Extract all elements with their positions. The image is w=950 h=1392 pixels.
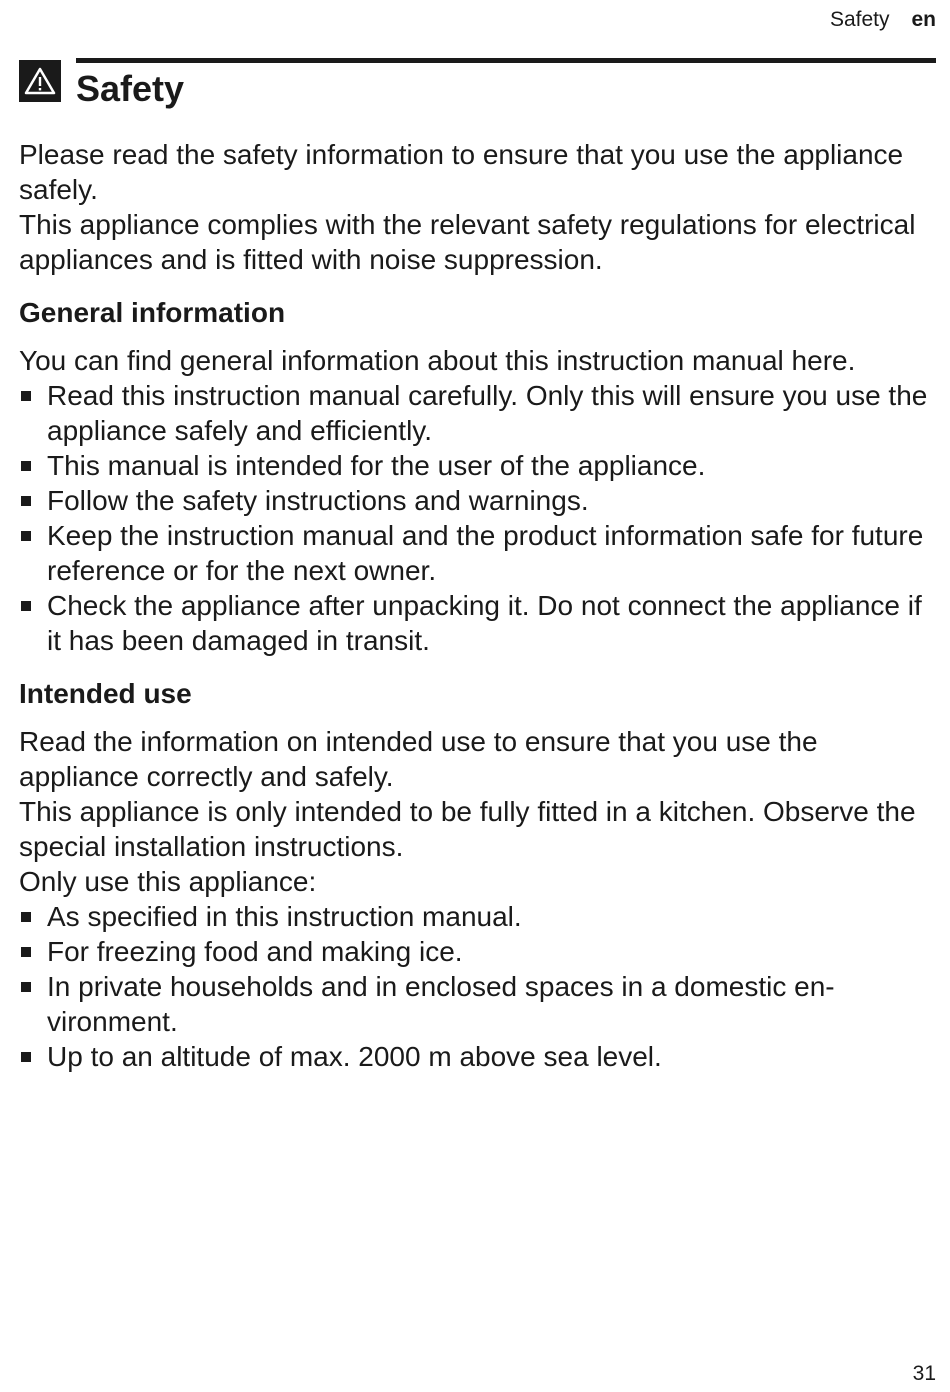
intended-list bbox=[19, 899, 935, 1074]
section-heading-intended-use: Intended use bbox=[19, 678, 192, 709]
header-language: en bbox=[911, 8, 936, 31]
page-title: Safety bbox=[76, 68, 185, 109]
list-item: Check the appliance after unpacking it. Do not connect the appliance if it has been damaged in transit. bbox=[19, 588, 935, 658]
list-item: Follow the safety instructions and warnings. bbox=[19, 483, 935, 518]
title-rule bbox=[76, 58, 936, 63]
list-item: This manual is intended for the user of the appliance. bbox=[19, 448, 935, 483]
header-section: Safety bbox=[829, 8, 890, 31]
intro-paragraph: This appliance complies with the relevant safety regulations for electrical appliances and is fitted with noise suppression. bbox=[19, 209, 916, 275]
general-list bbox=[19, 378, 935, 658]
intended-paragraph: Read the information on intended use to ensure that you use the appliance correctly and safely. bbox=[19, 726, 818, 792]
list-item: In private households and in enclosed spaces in a domestic environment. bbox=[19, 969, 935, 1039]
running-header bbox=[830, 8, 936, 32]
list-item: As specified in this instruction manual. bbox=[19, 899, 935, 934]
intro-paragraph: Please read the safety information to ensure that you use the appliance safely. bbox=[19, 139, 904, 205]
list-item: Read this instruction manual carefully. Only this will ensure you use the appliance safely and efficiently. bbox=[19, 378, 935, 448]
list-item: For freezing food and making ice. bbox=[19, 934, 935, 969]
intended-paragraph: This appliance is only intended to be fully fitted in a kitchen. Observe the special installation instructions. bbox=[19, 796, 916, 862]
page-number: 31 bbox=[912, 1362, 936, 1385]
section-heading-general: General information bbox=[19, 297, 286, 328]
warning-triangle-icon bbox=[19, 60, 61, 102]
list-item: Up to an altitude of max. 2000 m above sea level. bbox=[19, 1039, 935, 1074]
general-paragraph: You can find general information about this instruction manual here. bbox=[19, 345, 856, 376]
document-body bbox=[19, 137, 935, 1074]
intended-paragraph: Only use this appliance: bbox=[19, 866, 317, 897]
list-item: Keep the instruction manual and the product information safe for future reference or for the next owner. bbox=[19, 518, 935, 588]
